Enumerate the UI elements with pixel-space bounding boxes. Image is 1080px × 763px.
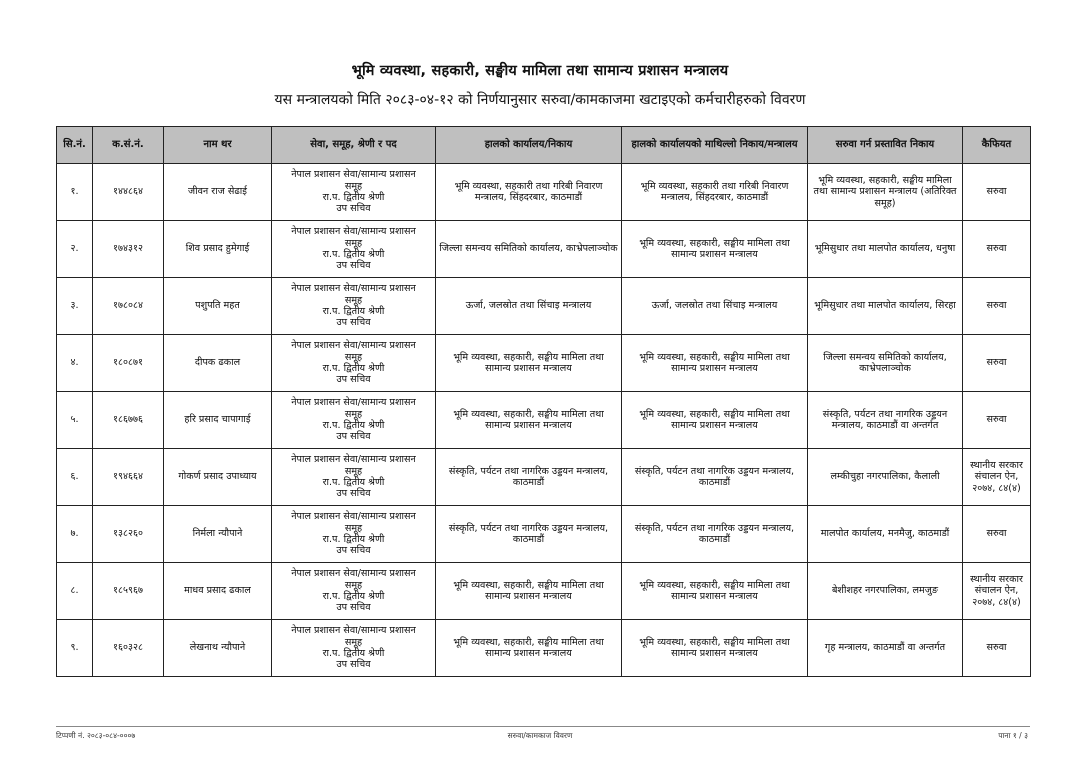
cell-code: १८६७७६ [93, 392, 164, 449]
cell-service [272, 392, 436, 449]
cell-remarks: सरुवा [963, 164, 1031, 221]
cell-remarks: स्थानीय सरकार संचालन ऐन, २०७४, ८४(४) [963, 449, 1031, 506]
cell-remarks: स्थानीय सरकार संचालन ऐन, २०७४, ८४(४) [963, 563, 1031, 620]
cell-parent-office: संस्कृति, पर्यटन तथा नागरिक उड्डयन मन्त्रालय, काठमाडौं [622, 449, 808, 506]
transfer-table [56, 126, 1031, 677]
service-post: उप सचिव [336, 317, 371, 329]
service-post: उप सचिव [336, 545, 371, 557]
service-post: उप सचिव [336, 488, 371, 500]
cell-serial: ५. [57, 392, 93, 449]
cell-current-office: जिल्ला समन्वय समितिको कार्यालय, काभ्रेपलाञ्चोक [436, 221, 622, 278]
service-subgroup: समूह [344, 180, 363, 192]
cell-code: १४४८६४ [93, 164, 164, 221]
service-post: उप सचिव [336, 431, 371, 443]
cell-proposed-office: लम्कीचुहा नगरपालिका, कैलाली [808, 449, 963, 506]
cell-proposed-office: भूमिसुधार तथा मालपोत कार्यालय, धनुषा [808, 221, 963, 278]
table-row [57, 335, 1031, 392]
service-group: नेपाल प्रशासन सेवा/सामान्य प्रशासन [291, 283, 416, 295]
service-post: उप सचिव [336, 659, 371, 671]
service-group: नेपाल प्रशासन सेवा/सामान्य प्रशासन [291, 454, 416, 466]
service-class: रा.प. द्वितीय श्रेणी [322, 192, 385, 203]
header-current-office: हालको कार्यालय/निकाय [436, 127, 622, 164]
cell-current-office: भूमि व्यवस्था, सहकारी, सङ्घीय मामिला तथा सामान्य प्रशासन मन्त्रालय [436, 392, 622, 449]
cell-remarks: सरुवा [963, 278, 1031, 335]
service-group: नेपाल प्रशासन सेवा/सामान्य प्रशासन [291, 511, 416, 523]
header-code: क.सं.नं. [93, 127, 164, 164]
cell-service [272, 563, 436, 620]
cell-parent-office: भूमि व्यवस्था, सहकारी, सङ्घीय मामिला तथा सामान्य प्रशासन मन्त्रालय [622, 563, 808, 620]
cell-name: हरि प्रसाद चापागाई [164, 392, 272, 449]
cell-service [272, 164, 436, 221]
table-row [57, 620, 1031, 677]
cell-service [272, 449, 436, 506]
table-row [57, 449, 1031, 506]
cell-proposed-office: भूमिसुधार तथा मालपोत कार्यालय, सिरहा [808, 278, 963, 335]
cell-serial: ३. [57, 278, 93, 335]
cell-code: १९४६६४ [93, 449, 164, 506]
cell-serial: ७. [57, 506, 93, 563]
page-subtitle: यस मन्त्रालयको मिति २०८३-०४-१२ को निर्णयानुसार सरुवा/कामकाजमा खटाइएको कर्मचारीहरुको विवरण [274, 92, 806, 108]
cell-service [272, 506, 436, 563]
cell-current-office: भूमि व्यवस्था, सहकारी, सङ्घीय मामिला तथा सामान्य प्रशासन मन्त्रालय [436, 335, 622, 392]
cell-code: १६०३२८ [93, 620, 164, 677]
header-proposed-office: सरुवा गर्न प्रस्तावित निकाय [808, 127, 963, 164]
cell-remarks: सरुवा [963, 221, 1031, 278]
cell-proposed-office: मालपोत कार्यालय, मनमैजु, काठमाडौं [808, 506, 963, 563]
service-class: रा.प. द्वितीय श्रेणी [322, 534, 385, 545]
cell-proposed-office: बेशीशहर नगरपालिका, लमजुङ [808, 563, 963, 620]
service-post: उप सचिव [336, 602, 371, 614]
cell-proposed-office: जिल्ला समन्वय समितिको कार्यालय, काभ्रेपलाञ्चोक [808, 335, 963, 392]
cell-name: दीपक ढकाल [164, 335, 272, 392]
cell-remarks: सरुवा [963, 335, 1031, 392]
cell-parent-office: भूमि व्यवस्था, सहकारी, सङ्घीय मामिला तथा सामान्य प्रशासन मन्त्रालय [622, 620, 808, 677]
table-row [57, 221, 1031, 278]
service-group: नेपाल प्रशासन सेवा/सामान्य प्रशासन [291, 169, 416, 181]
cell-name: लेखनाथ न्यौपाने [164, 620, 272, 677]
service-class: रा.प. द्वितीय श्रेणी [322, 648, 385, 659]
table-row [57, 563, 1031, 620]
cell-current-office: ऊर्जा, जलस्रोत तथा सिंचाइ मन्त्रालय [436, 278, 622, 335]
service-group: नेपाल प्रशासन सेवा/सामान्य प्रशासन [291, 340, 416, 352]
cell-service [272, 620, 436, 677]
cell-current-office: संस्कृति, पर्यटन तथा नागरिक उड्डयन मन्त्रालय, काठमाडौं [436, 449, 622, 506]
cell-serial: २. [57, 221, 93, 278]
cell-serial: ८. [57, 563, 93, 620]
cell-name: पशुपति महत [164, 278, 272, 335]
service-class: रा.प. द्वितीय श्रेणी [322, 306, 385, 317]
cell-current-office: भूमि व्यवस्था, सहकारी, सङ्घीय मामिला तथा सामान्य प्रशासन मन्त्रालय [436, 620, 622, 677]
footer-reference: टिप्पणी नं. २०८३-०८४-०००७ [56, 731, 136, 740]
service-class: रा.प. द्वितीय श्रेणी [322, 249, 385, 260]
cell-parent-office: भूमि व्यवस्था, सहकारी तथा गरिबी निवारण मन्त्रालय, सिंहदरबार, काठमाडौं [622, 164, 808, 221]
cell-code: १८५९६७ [93, 563, 164, 620]
cell-current-office: भूमि व्यवस्था, सहकारी तथा गरिबी निवारण मन्त्रालय, सिंहदरबार, काठमाडौं [436, 164, 622, 221]
cell-proposed-office: संस्कृति, पर्यटन तथा नागरिक उड्डयन मन्त्रालय, काठमाडौं वा अन्तर्गत [808, 392, 963, 449]
table-header-row [57, 127, 1031, 164]
cell-remarks: सरुवा [963, 620, 1031, 677]
header-name: नाम थर [164, 127, 272, 164]
cell-serial: ४. [57, 335, 93, 392]
header-serial: सि.नं. [57, 127, 93, 164]
service-group: नेपाल प्रशासन सेवा/सामान्य प्रशासन [291, 625, 416, 637]
service-subgroup: समूह [344, 351, 363, 363]
table-row [57, 278, 1031, 335]
table-row [57, 506, 1031, 563]
cell-name: माधव प्रसाद ढकाल [164, 563, 272, 620]
service-subgroup: समूह [344, 522, 363, 534]
service-class: रा.प. द्वितीय श्रेणी [322, 477, 385, 488]
service-post: उप सचिव [336, 260, 371, 272]
cell-serial: ९. [57, 620, 93, 677]
header-parent-office: हालको कार्यालयको माथिल्लो निकाय/मन्त्रालय [622, 127, 808, 164]
cell-service [272, 221, 436, 278]
service-subgroup: समूह [344, 579, 363, 591]
service-post: उप सचिव [336, 203, 371, 215]
table-row [57, 392, 1031, 449]
header-remarks: कैफियत [963, 127, 1031, 164]
cell-proposed-office: गृह मन्त्रालय, काठमाडौं वा अन्तर्गत [808, 620, 963, 677]
service-subgroup: समूह [344, 294, 363, 306]
service-group: नेपाल प्रशासन सेवा/सामान्य प्रशासन [291, 226, 416, 238]
cell-parent-office: भूमि व्यवस्था, सहकारी, सङ्घीय मामिला तथा सामान्य प्रशासन मन्त्रालय [622, 221, 808, 278]
cell-serial: ६. [57, 449, 93, 506]
cell-name: निर्मला न्यौपाने [164, 506, 272, 563]
cell-proposed-office: भूमि व्यवस्था, सहकारी, सङ्घीय मामिला तथा सामान्य प्रशासन मन्त्रालय (अतिरिक्त समूह) [808, 164, 963, 221]
cell-current-office: संस्कृति, पर्यटन तथा नागरिक उड्डयन मन्त्रालय, काठमाडौं [436, 506, 622, 563]
cell-current-office: भूमि व्यवस्था, सहकारी, सङ्घीय मामिला तथा सामान्य प्रशासन मन्त्रालय [436, 563, 622, 620]
table-row [57, 164, 1031, 221]
cell-parent-office: भूमि व्यवस्था, सहकारी, सङ्घीय मामिला तथा सामान्य प्रशासन मन्त्रालय [622, 392, 808, 449]
cell-remarks: सरुवा [963, 392, 1031, 449]
page-title: भूमि व्यवस्था, सहकारी, सङ्घीय मामिला तथा सामान्य प्रशासन मन्त्रालय [351, 63, 729, 79]
cell-code: १७४३१२ [93, 221, 164, 278]
cell-code: १८०८७१ [93, 335, 164, 392]
cell-name: जीवन राज सेढाई [164, 164, 272, 221]
header-service: सेवा, समूह, श्रेणी र पद [272, 127, 436, 164]
service-subgroup: समूह [344, 465, 363, 477]
cell-code: १७८०८४ [93, 278, 164, 335]
footer-divider [56, 726, 1030, 727]
cell-service [272, 335, 436, 392]
cell-name: शिव प्रसाद हुमेगाई [164, 221, 272, 278]
cell-parent-office: संस्कृति, पर्यटन तथा नागरिक उड्डयन मन्त्रालय, काठमाडौं [622, 506, 808, 563]
service-post: उप सचिव [336, 374, 371, 386]
footer-center-label: सरुवा/कामकाज विवरण [507, 731, 573, 740]
cell-parent-office: भूमि व्यवस्था, सहकारी, सङ्घीय मामिला तथा सामान्य प्रशासन मन्त्रालय [622, 335, 808, 392]
service-class: रा.प. द्वितीय श्रेणी [322, 591, 385, 602]
cell-service [272, 278, 436, 335]
service-class: रा.प. द्वितीय श्रेणी [322, 363, 385, 374]
footer-page-number: पाना १ / ३ [998, 731, 1028, 740]
cell-code: १३८२६० [93, 506, 164, 563]
service-subgroup: समूह [344, 408, 363, 420]
service-subgroup: समूह [344, 237, 363, 249]
service-subgroup: समूह [344, 636, 363, 648]
cell-name: गोकर्ण प्रसाद उपाध्याय [164, 449, 272, 506]
service-group: नेपाल प्रशासन सेवा/सामान्य प्रशासन [291, 568, 416, 580]
service-class: रा.प. द्वितीय श्रेणी [322, 420, 385, 431]
cell-serial: १. [57, 164, 93, 221]
cell-remarks: सरुवा [963, 506, 1031, 563]
service-group: नेपाल प्रशासन सेवा/सामान्य प्रशासन [291, 397, 416, 409]
cell-parent-office: ऊर्जा, जलस्रोत तथा सिंचाइ मन्त्रालय [622, 278, 808, 335]
